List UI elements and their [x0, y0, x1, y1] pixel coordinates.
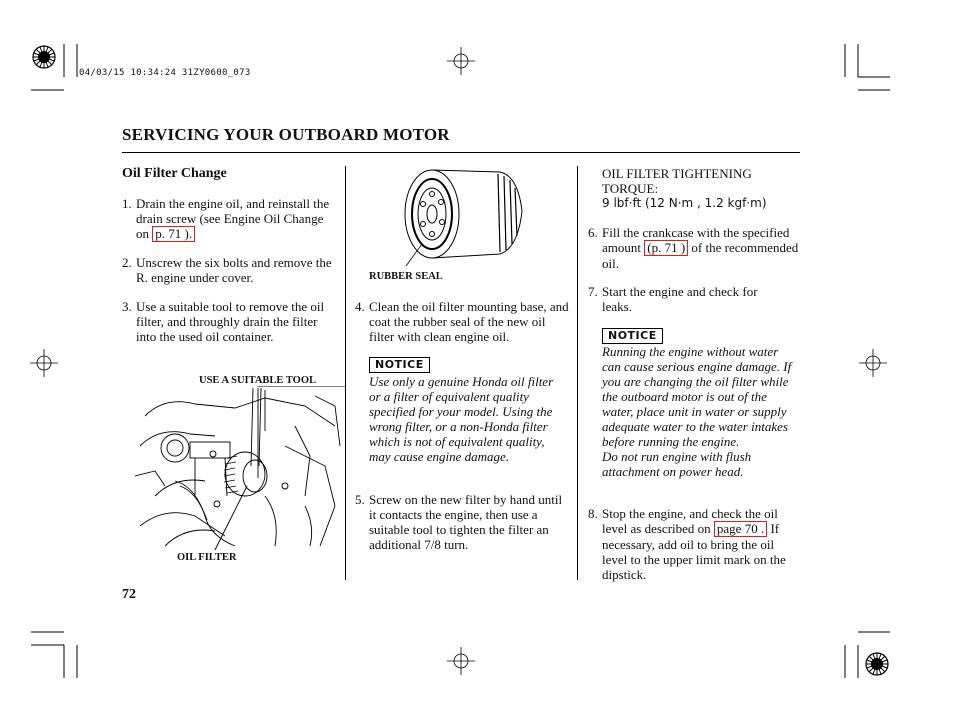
- notice-label: NOTICE: [369, 357, 430, 373]
- torque-value: 9 lbf·ft (12 N·m , 1.2 kgf·m): [602, 196, 767, 210]
- step-number: 8.: [588, 506, 598, 521]
- section-title: Oil Filter Change: [122, 166, 227, 181]
- step-6: [588, 225, 802, 271]
- page-number: 72: [122, 587, 136, 602]
- notice-text-part1: Running the engine without water can cause serious engine damage. If you are changing the oil filter while the outboard motor is out of the water, place unit in water or supply adequate water to the water intakes before running the engine.: [602, 344, 792, 449]
- step-number: 3.: [122, 299, 132, 314]
- header-rule: [122, 152, 800, 153]
- notice-label: NOTICE: [602, 328, 663, 344]
- step-number: 6.: [588, 225, 598, 240]
- step-text: Start the engine and check for leaks.: [602, 284, 758, 314]
- step-number: 4.: [355, 299, 365, 314]
- notice-badge: [602, 326, 663, 344]
- torque-label-line1: OIL FILTER TIGHTENING: [602, 166, 752, 181]
- figure-label-filter: OIL FILTER: [177, 552, 237, 563]
- step-text: Unscrew the six bolts and remove the R. engine under cover.: [136, 255, 332, 285]
- step-1: [122, 196, 332, 242]
- print-info: 04/03/15 10:34:24 31ZY0600_073: [79, 68, 251, 78]
- notice-text: Use only a genuine Honda oil filter or a filter of equivalent quality specified for your model. Using the wrong filter, or a non-Honda filter which is not of equivalent quality, may cause engine damage.: [369, 374, 554, 464]
- oil-filter-illustration: [400, 166, 530, 266]
- step-number: 7.: [588, 284, 598, 299]
- page-title: SERVICING YOUR OUTBOARD MOTOR: [122, 125, 450, 144]
- page-link[interactable]: p. 71 ).: [152, 226, 195, 242]
- step-text: of the recommended oil.: [602, 240, 799, 271]
- step-4: [355, 299, 569, 344]
- figure-label-seal: RUBBER SEAL: [369, 271, 443, 282]
- step-text: Fill the crankcase with the specified amount: [602, 225, 790, 255]
- step-text: Screw on the new filter by hand until it contacts the engine, then use a suitable tool to tighten the filter an additional 7/8 turn.: [369, 492, 563, 552]
- step-text: Stop the engine, and check the oil level as described on: [602, 506, 778, 536]
- step-number: 5.: [355, 492, 365, 507]
- step-text: If necessary, add oil to bring the oil level to the upper limit mark on the dipstick.: [602, 521, 786, 582]
- page-link[interactable]: (p. 71 ): [644, 240, 688, 256]
- step-5: [355, 492, 567, 552]
- registration-starburst-icon: [33, 46, 55, 68]
- step-7: [588, 284, 788, 314]
- engine-illustration: [135, 386, 345, 551]
- step-number: 1.: [122, 196, 132, 211]
- notice-text-part2: Do not run engine with flush attachment on power head.: [602, 449, 752, 479]
- page-link[interactable]: page 70 .: [714, 521, 767, 537]
- step-8: [588, 506, 802, 582]
- notice-badge: [369, 355, 430, 373]
- step-text: Clean the oil filter mounting base, and coat the rubber seal of the new oil filter with clean engine oil.: [369, 299, 569, 344]
- column-divider: [345, 166, 346, 580]
- step-text: Drain the engine oil, and reinstall the drain screw (see Engine Oil Change on: [136, 196, 330, 241]
- registration-starburst-icon: [866, 653, 888, 675]
- step-text: Use a suitable tool to remove the oil filter, and throughly drain the filter into the used oil container.: [136, 299, 325, 344]
- step-number: 2.: [122, 255, 132, 270]
- step-2: [122, 255, 332, 285]
- step-3: [122, 299, 332, 344]
- notice-text: [602, 344, 800, 479]
- torque-label-line2: TORQUE:: [602, 181, 659, 196]
- column-divider: [577, 166, 578, 580]
- figure-label-tool: USE A SUITABLE TOOL: [199, 375, 317, 386]
